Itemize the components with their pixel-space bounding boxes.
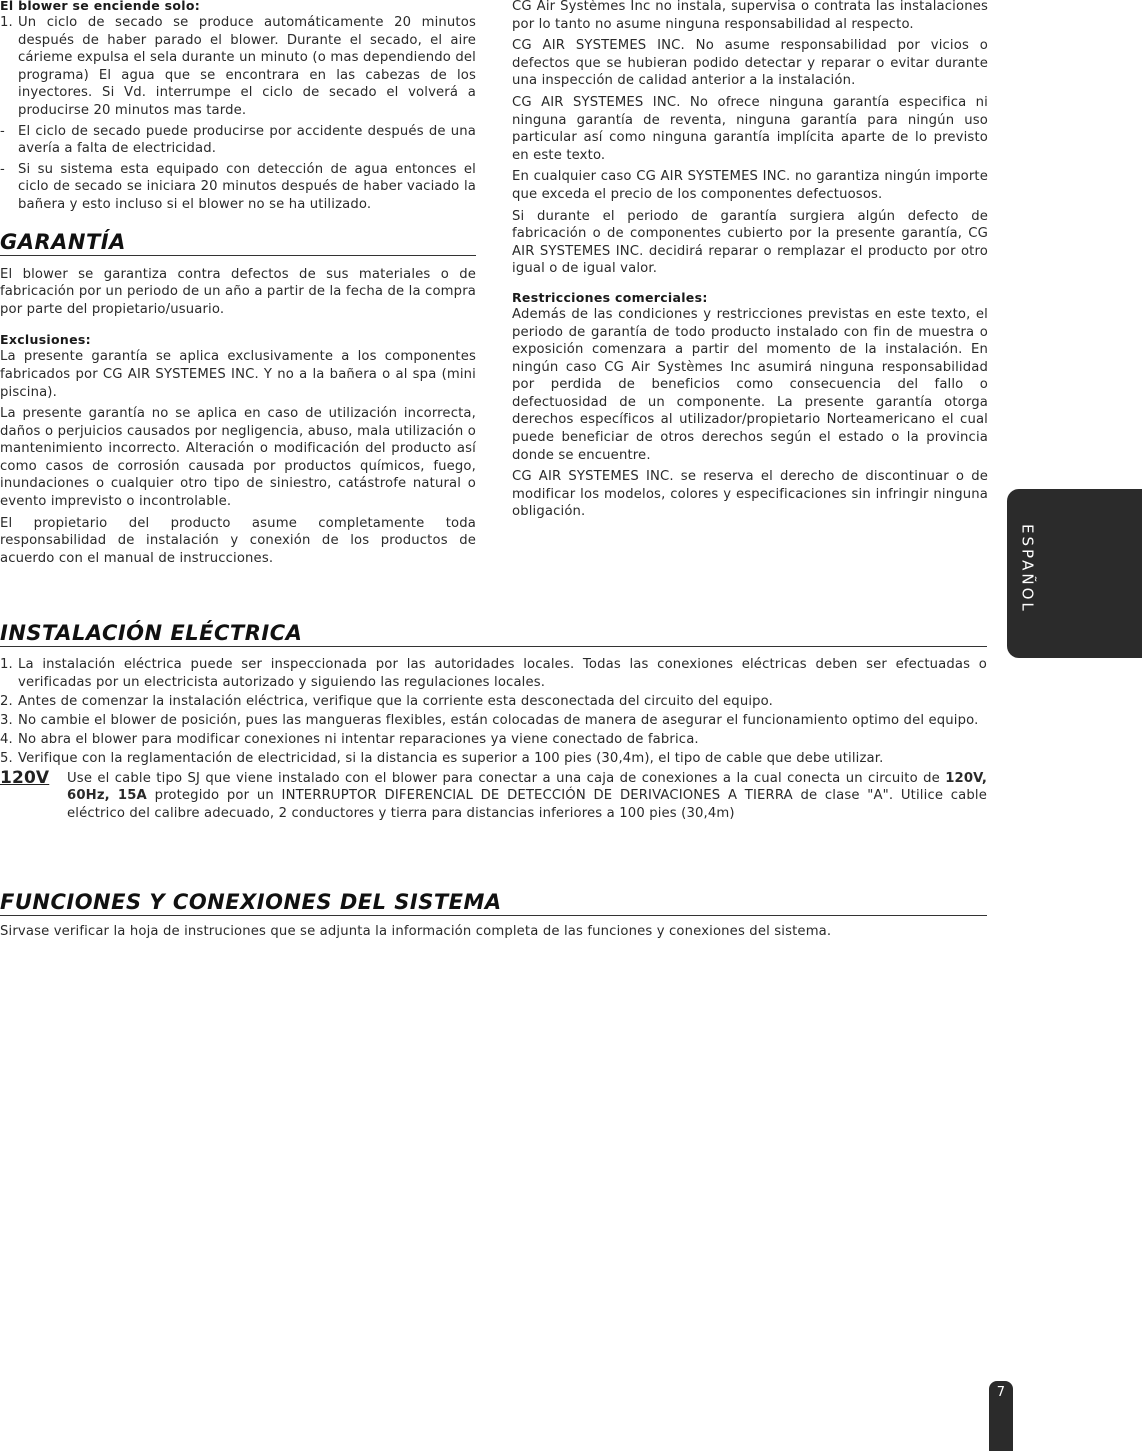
garantia-paragraph-defects: CG AIR SYSTEMES INC. No asume responsabilidad por vicios o defectos que se hubieran podido detectar y reparar o evitar durante una inspección de calidad anterior a la instalación. <box>512 38 988 89</box>
garantia-paragraph-install: CG Air Systèmes Inc no instala, supervisa o contrata las instalaciones por lo tanto no asume ninguna responsabilidad al respecto. <box>512 0 988 32</box>
list-item <box>0 123 476 158</box>
list-marker: 3. <box>0 712 13 728</box>
list-item-text: No cambie el blower de posición, pues las mangueras flexibles, están colocadas de manera de asegurar el funcionamiento optimo del equipo. <box>18 712 979 728</box>
list-marker: 5. <box>0 750 13 766</box>
garantia-title: GARANTÍA <box>0 229 476 256</box>
exclusiones-paragraph-3: El propietario del producto asume completamente toda responsabilidad de instalación y conexión de los productos de acuerdo con el manual de instrucciones. <box>0 515 476 566</box>
voltage-spec: 120V, 60Hz, 15A <box>67 770 987 804</box>
garantia-paragraph-repair: Si durante el periodo de garantía surgiera algún defecto de fabricación o de componentes cubierto por la presente garantía, CG AIR SYSTEMES INC. decidirá reparar o remplazar el producto por otro igual o de igual valor. <box>512 208 988 277</box>
list-marker: 1. <box>0 657 13 672</box>
electrica-title: INSTALACIÓN ELÉCTRICA <box>0 620 987 647</box>
list-marker: - <box>0 161 5 177</box>
funciones-title: FUNCIONES Y CONEXIONES DEL SISTEMA <box>0 889 987 916</box>
voltage-text-part-2: protegido por un INTERRUPTOR DIFERENCIAL DE DETECCIÓN DE DERIVACIONES A TIERRA de clase "A". Utilice cable eléctrico del calibre adecuado, 2 conductores y tierra para distancias inferiores a 100 pies (30,4m) <box>67 788 987 821</box>
list-item-text: La instalación eléctrica puede ser inspeccionada por las autoridades locales. Todas las conexiones eléctricas deben ser efectuadas o verificadas por un electricista autorizado y siguiendo las regulaciones locales. <box>18 657 987 690</box>
voltage-text-part-1: Use el cable tipo SJ que viene instalado con el blower para conectar a una caja de conexiones a la cual conecta un circuito de <box>67 770 940 786</box>
exclusiones-paragraph-1: La presente garantía se aplica exclusivamente a los componentes fabricados por CG AIR SYSTEMES INC. Y no a la bañera o al spa (mini piscina). <box>0 349 476 400</box>
list-item-text: Un ciclo de secado se produce automáticamente 20 minutos después de haber parado el blower. Durante el secado, el aire cárieme expulsa el sela durante un minuto (o mas dependiendo del programa) El agua que se encontrara en las cabezas de los inyectores. Si Vd. interrumpe el ciclo de secado el volverá a producirse 20 minutos mas tarde. <box>18 15 476 118</box>
blower-heading: El blower se enciende solo: <box>0 0 201 13</box>
left-column <box>0 0 476 571</box>
exclusiones-paragraph-2: La presente garantía no se aplica en caso de utilización incorrecta, daños o perjuicios causados por negligencia, abuso, mala utilización o mantenimiento incorrecto. Alteración o modificación del producto así como casos de corrosión causada por productos químicos, fuego, inundaciones o cualquier otro tipo de siniestro, catástrofe natural o evento imprevisto o incontrolable. <box>0 406 476 510</box>
right-column <box>512 0 988 525</box>
exclusiones-heading: Exclusiones: <box>0 332 91 348</box>
list-marker: 4. <box>0 731 13 747</box>
language-tab-label: ESPAÑOL <box>1018 524 1037 614</box>
list-item <box>0 14 476 120</box>
list-item <box>0 161 476 214</box>
garantia-paragraph: El blower se garantiza contra defectos de sus materiales o de fabricación por un periodo de un año a partir de la fecha de la compra por parte del propietario/usuario. <box>0 266 476 317</box>
voltage-label: 120V <box>0 767 50 788</box>
list-item <box>0 750 987 768</box>
list-marker: 2. <box>0 693 13 709</box>
funciones-section <box>0 889 987 945</box>
garantia-paragraph-limit: En cualquier caso CG AIR SYSTEMES INC. no garantiza ningún importe que exceda el precio de los componentes defectuosos. <box>512 169 988 202</box>
restricciones-paragraph-1: Además de las condiciones y restricciones previstas en este texto, el periodo de garantía de todo producto instalado con fin de muestra o exposición comenzara a partir del momento de la instalación. En ningún caso CG Air Systèmes Inc asumirá ninguna responsabilidad por perdida de beneficios como consecuencia del fallo o defectuosidad de un componente. La presente garantía otorga derechos específicos al utilizador/propietario Norteamericano el cual puede beneficiar de otros derechos según el estado o la provincia donde se encuentre. <box>512 306 988 463</box>
list-item <box>0 656 987 691</box>
garantia-paragraph-no-warranty: CG AIR SYSTEMES INC. No ofrece ninguna garantía especifica ni ninguna garantía de reventa, ninguna garantía para ningún uso particular así como ninguna garantía implícita aparte de lo previsto en este texto. <box>512 94 988 163</box>
voltage-text <box>67 770 987 823</box>
funciones-paragraph: Sirvase verificar la hoja de instruciones que se adjunta la información completa de las funciones y conexiones del sistema. <box>0 924 832 939</box>
list-item-text: No abra el blower para modificar conexiones ni intentar reparaciones ya viene conectado de fabrica. <box>18 731 699 747</box>
list-marker: - <box>0 123 5 139</box>
list-item <box>0 693 987 711</box>
list-item <box>0 731 987 749</box>
page-number: 7 <box>989 1381 1013 1451</box>
list-item-text: Si su sistema esta equipado con detección de agua entonces el ciclo de secado se iniciara 20 minutos después de haber vaciado la bañera y esto incluso si el blower no se ha utilizado. <box>18 161 476 212</box>
electrica-list <box>0 656 987 768</box>
list-marker: 1. <box>0 15 13 30</box>
list-item-text: Verifique con la reglamentación de electricidad, si la distancia es superior a 100 pies (30,4m), el tipo de cable que debe utilizar. <box>18 750 884 766</box>
electrica-section <box>0 620 987 830</box>
list-item-text: Antes de comenzar la instalación eléctrica, verifique que la corriente esta desconectada del circuito del equipo. <box>18 693 773 709</box>
restricciones-paragraph-2: CG AIR SYSTEMES INC. se reserva el derecho de discontinuar o de modificar los modelos, colores y especificaciones sin infringir ninguna obligación. <box>512 469 988 520</box>
list-item-text: El ciclo de secado puede producirse por accidente después de una avería a falta de electricidad. <box>18 123 476 157</box>
list-item <box>0 712 987 730</box>
voltage-block <box>0 767 987 830</box>
restricciones-heading: Restricciones comerciales: <box>512 289 708 305</box>
